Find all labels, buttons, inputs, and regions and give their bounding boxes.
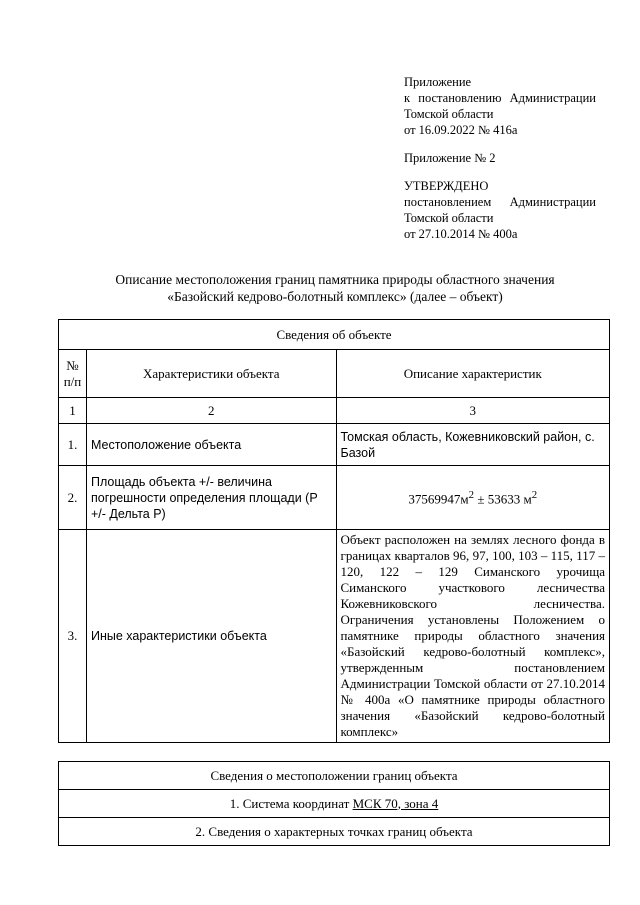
approved-line: Томской области — [404, 211, 494, 225]
coordinate-system-link[interactable]: МСК 70, зона 4 — [352, 795, 439, 811]
document-title — [60, 271, 610, 305]
col-number: 3 — [336, 398, 609, 424]
desc-paragraph: Ограничения установлены Положением о памятнике природы областного значения «Базойский кедрово-болотный комплекс», утвержденным постановлением Администрации Томской области от 27.10.2014 № 400а «О памятнике природы областного значения «Базойский кедрово-болотный комплекс» — [340, 612, 605, 739]
area-unit-sup: 2 — [468, 489, 475, 502]
title-line-1: Описание местоположения границ памятника природы областного значения — [115, 272, 555, 287]
boundary-points-row: 2. Сведения о характерных точках границ объекта — [59, 818, 610, 846]
approved-line: от 27.10.2014 № 400а — [404, 227, 518, 241]
approved-line: постановлением Администрации — [404, 195, 596, 209]
header-characteristics: Характеристики объекта — [86, 350, 336, 398]
row-value: Томская область, Кожевниковский район, с. Базой — [336, 424, 609, 466]
location-table — [58, 761, 610, 846]
table-row — [59, 466, 610, 530]
row-num: 3. — [59, 530, 87, 743]
row-name: Площадь объекта +/- величина погрешности определения площади (Р +/- Дельта Р) — [86, 466, 336, 530]
row-value — [336, 466, 609, 530]
row-num: 1. — [59, 424, 87, 466]
approved-line: УТВЕРЖДЕНО — [404, 179, 489, 193]
area-error: ± 53633 м — [474, 491, 532, 507]
col-number: 2 — [86, 398, 336, 424]
row-value — [336, 530, 609, 743]
title-line-2: «Базойский кедрово-болотный комплекс» (далее – объект) — [167, 289, 503, 304]
annex-line: Томской области — [404, 107, 494, 121]
coordinate-system-label: 1. Система координат — [229, 795, 353, 811]
row-name: Иные характеристики объекта — [86, 530, 336, 743]
table-row — [59, 424, 610, 466]
table-row — [59, 530, 610, 743]
location-table-caption: Сведения о местоположении границ объекта — [59, 762, 610, 790]
header-num: № п/п — [59, 350, 87, 398]
col-number: 1 — [59, 398, 87, 424]
area-value: 37569947м — [408, 491, 469, 507]
object-table-caption: Сведения об объекте — [59, 320, 610, 350]
row-name: Местоположение объекта — [86, 424, 336, 466]
annex-line: к постановлению Администрации — [404, 91, 596, 105]
object-info-table — [58, 319, 610, 743]
coordinate-system-row — [59, 790, 610, 818]
annex-line: Приложение — [404, 75, 472, 89]
annex-header — [404, 74, 596, 138]
desc-paragraph: Объект расположен на землях лесного фонда в границах кварталов 96, 97, 100, 103 – 115, 117 – 120, 122 – 129 Симанского урочища Симанского участкового лесничества Кожевниковского лесничества. — [340, 532, 605, 611]
approved-header — [404, 178, 596, 242]
header-description: Описание характеристик — [336, 350, 609, 398]
area-unit-sup: 2 — [531, 489, 538, 502]
annex-number — [404, 150, 596, 166]
annex-line: от 16.09.2022 № 416а — [404, 123, 518, 137]
annex-number-text: Приложение № 2 — [404, 151, 496, 165]
row-num: 2. — [59, 466, 87, 530]
